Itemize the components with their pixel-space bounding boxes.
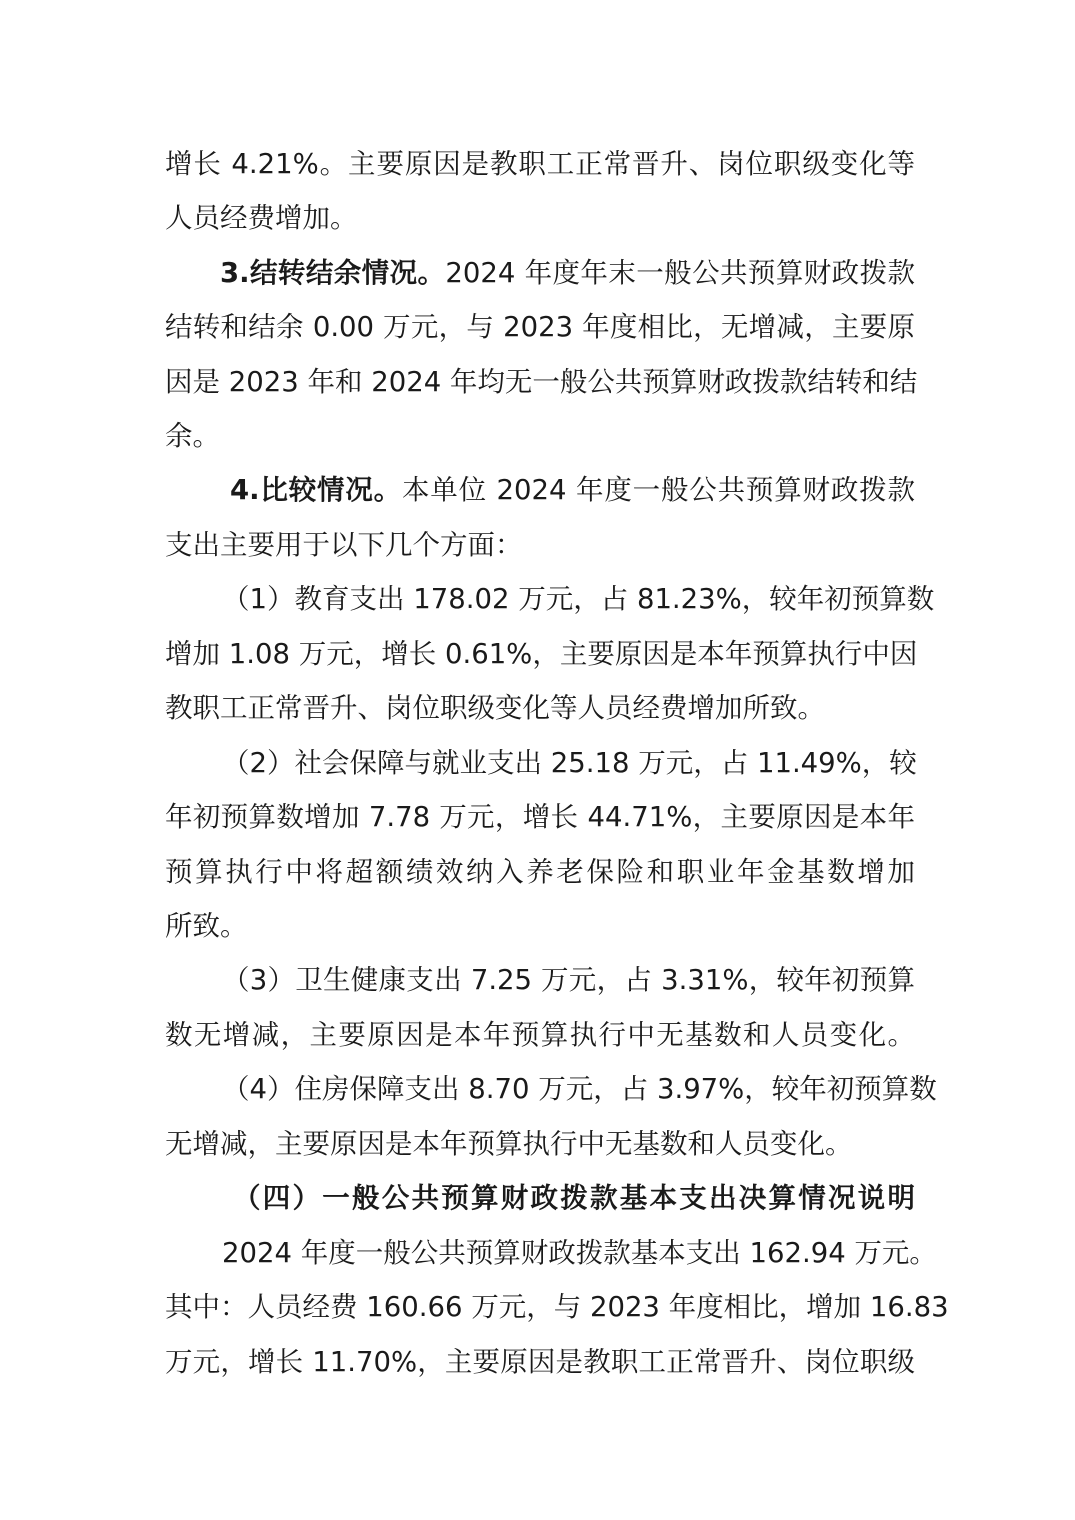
paragraph-line: 增加 1.08 万元，增长 0.61%，主要原因是本年预算执行中因 <box>165 638 918 670</box>
paragraph-line: 预算执行中将超额绩效纳入养老保险和职业年金基数增加 <box>165 856 915 888</box>
paragraph-line: 其中：人员经费 160.66 万元，与 2023 年度相比，增加 16.83 <box>165 1291 949 1323</box>
paragraph-line: 教职工正常晋升、岗位职级变化等人员经费增加所致。 <box>165 692 825 724</box>
section-heading-line: 3.结转结余情况。2024 年度年末一般公共预算财政拨款 <box>220 257 915 289</box>
paragraph-line: 增长 4.21%。主要原因是教职工正常晋升、岗位职级变化等 <box>165 148 915 180</box>
section-heading: 4.比较情况。 <box>230 474 402 506</box>
paragraph-line: 因是 2023 年和 2024 年均无一般公共预算财政拨款结转和结 <box>165 366 918 398</box>
paragraph-line: 万元，增长 11.70%，主要原因是教职工正常晋升、岗位职级 <box>165 1346 915 1378</box>
section-heading-line: 4.比较情况。本单位 2024 年度一般公共预算财政拨款 <box>230 474 915 506</box>
paragraph-line: 支出主要用于以下几个方面： <box>165 529 523 561</box>
list-item-line: （2）社会保障与就业支出 25.18 万元，占 11.49%，较 <box>222 747 917 779</box>
list-item-line: （1）教育支出 178.02 万元，占 81.23%，较年初预算数 <box>222 583 935 615</box>
paragraph-line: 所致。 <box>165 910 248 942</box>
paragraph-line: 数无增减，主要原因是本年预算执行中无基数和人员变化。 <box>165 1019 915 1051</box>
paragraph-line: 余。 <box>165 420 220 452</box>
list-item-line: （4）住房保障支出 8.70 万元，占 3.97%，较年初预算数 <box>222 1073 937 1105</box>
paragraph-line: 结转和结余 0.00 万元，与 2023 年度相比，无增减，主要原 <box>165 311 915 343</box>
paragraph-line: 人员经费增加。 <box>165 202 358 234</box>
chapter-heading: （四）一般公共预算财政拨款基本支出决算情况说明 <box>233 1182 915 1214</box>
paragraph-line: 无增减，主要原因是本年预算执行中无基数和人员变化。 <box>165 1128 853 1160</box>
paragraph-line: 年初预算数增加 7.78 万元，增长 44.71%，主要原因是本年 <box>165 801 915 833</box>
list-item-line: （3）卫生健康支出 7.25 万元，占 3.31%，较年初预算 <box>222 964 915 996</box>
section-heading: 3.结转结余情况。 <box>220 257 446 289</box>
paragraph-line: 2024 年度一般公共预算财政拨款基本支出 162.94 万元。 <box>222 1237 937 1269</box>
